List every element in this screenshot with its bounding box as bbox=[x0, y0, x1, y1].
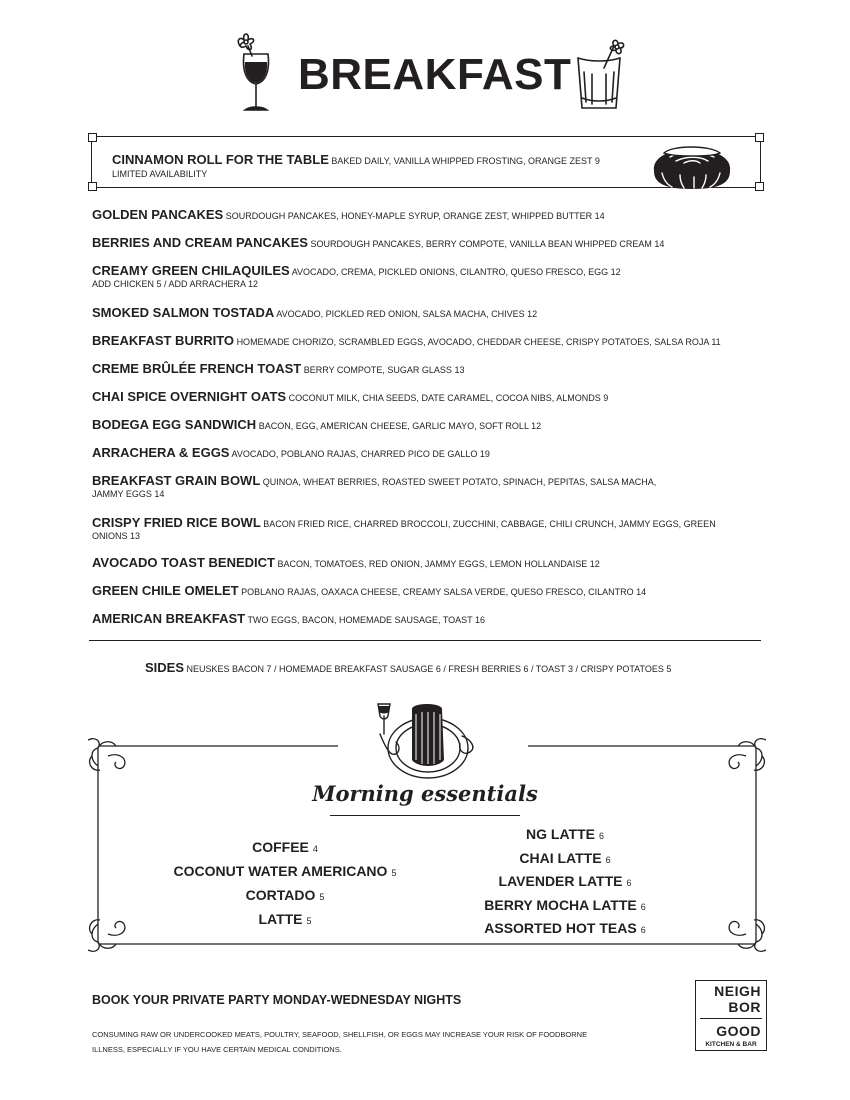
menu-item bbox=[92, 418, 767, 433]
page-title: BREAKFAST bbox=[298, 50, 572, 99]
restaurant-logo bbox=[695, 980, 767, 1051]
drink-item bbox=[440, 826, 690, 842]
drink-price: 6 bbox=[640, 925, 646, 935]
drink-name: COFFEE bbox=[252, 839, 309, 855]
menu-item bbox=[92, 264, 767, 291]
frame-corner bbox=[755, 133, 764, 142]
disclaimer-line: ILLNESS, ESPECIALLY IF YOU HAVE CERTAIN MEDICAL CONDITIONS. bbox=[92, 1045, 342, 1054]
menu-item bbox=[92, 362, 767, 377]
logo-tagline: KITCHEN & BAR bbox=[705, 1041, 757, 1048]
drink-name: LATTE bbox=[258, 911, 303, 927]
menu-item-name: ARRACHERA & EGGS bbox=[92, 445, 230, 460]
drink-item bbox=[440, 873, 690, 889]
drink-price: 5 bbox=[319, 892, 325, 902]
featured-item bbox=[112, 152, 642, 167]
menu-item-note: ADD CHICKEN 5 / ADD ARRACHERA 12 bbox=[92, 279, 259, 289]
featured-item-description: BAKED DAILY, VANILLA WHIPPED FROSTING, ORANGE ZEST 9 bbox=[331, 156, 600, 166]
drink-price: 6 bbox=[598, 831, 604, 841]
menu-item-description: SOURDOUGH PANCAKES, BERRY COMPOTE, VANILLA BEAN WHIPPED CREAM 14 bbox=[310, 239, 665, 249]
menu-item bbox=[92, 306, 767, 321]
drink-item bbox=[440, 897, 690, 913]
wine-glass-with-flower-icon bbox=[226, 26, 286, 118]
section-divider bbox=[89, 640, 761, 641]
frame-corner bbox=[88, 133, 97, 142]
menu-item-description: POBLANO RAJAS, OAXACA CHEESE, CREAMY SALSA VERDE, QUESO FRESCO, CILANTRO 14 bbox=[241, 587, 647, 597]
menu-item bbox=[92, 446, 767, 461]
menu-item-description: BACON, EGG, AMERICAN CHEESE, GARLIC MAYO, SOFT ROLL 12 bbox=[258, 421, 542, 431]
drink-price: 5 bbox=[306, 916, 312, 926]
menu-item-description: BACON FRIED RICE, CHARRED BROCCOLI, ZUCCHINI, CABBAGE, CHILI CRUNCH, JAMMY EGGS, GREEN bbox=[263, 519, 716, 529]
morning-essentials-title: Morning essentials bbox=[312, 781, 538, 806]
menu-item-name: AMERICAN BREAKFAST bbox=[92, 611, 246, 626]
menu-item-description: AVOCADO, PICKLED RED ONION, SALSA MACHA, CHIVES 12 bbox=[276, 309, 538, 319]
drink-item bbox=[150, 839, 420, 855]
drink-price: 4 bbox=[312, 844, 318, 854]
menu-item-description: BACON, TOMATOES, RED ONION, JAMMY EGGS, LEMON HOLLANDAISE 12 bbox=[277, 559, 600, 569]
logo-line-3: GOOD bbox=[716, 1023, 761, 1039]
menu-item-description: AVOCADO, CREMA, PICKLED ONIONS, CILANTRO, QUESO FRESCO, EGG 12 bbox=[291, 267, 621, 277]
menu-item-name: CRISPY FRIED RICE BOWL bbox=[92, 515, 261, 530]
drink-name: CORTADO bbox=[245, 887, 316, 903]
menu-item-name: BREAKFAST BURRITO bbox=[92, 333, 235, 348]
drink-item bbox=[440, 850, 690, 866]
person-eating-pancakes-illustration bbox=[372, 700, 482, 782]
menu-item-name: BREAKFAST GRAIN BOWL bbox=[92, 473, 261, 488]
drink-price: 6 bbox=[640, 902, 646, 912]
menu-item-description: AVOCADO, POBLANO RAJAS, CHARRED PICO DE GALLO 19 bbox=[231, 449, 490, 459]
menu-item-name: CHAI SPICE OVERNIGHT OATS bbox=[92, 389, 287, 404]
menu-item-name: AVOCADO TOAST BENEDICT bbox=[92, 555, 275, 570]
menu-item-description: QUINOA, WHEAT BERRIES, ROASTED SWEET POTATO, SPINACH, PEPITAS, SALSA MACHA, bbox=[262, 477, 657, 487]
private-party-notice: BOOK YOUR PRIVATE PARTY MONDAY-WEDNESDAY NIGHTS bbox=[92, 993, 462, 1007]
sides-line bbox=[145, 660, 785, 675]
featured-item-note: LIMITED AVAILABILITY bbox=[112, 169, 208, 179]
menu-item-description: COCONUT MILK, CHIA SEEDS, DATE CARAMEL, COCOA NIBS, ALMONDS 9 bbox=[288, 393, 609, 403]
menu-item bbox=[92, 390, 767, 405]
drink-price: 6 bbox=[626, 878, 632, 888]
frame-corner bbox=[88, 182, 97, 191]
drink-name: BERRY MOCHA LATTE bbox=[484, 897, 637, 913]
menu-item-note: ONIONS 13 bbox=[92, 531, 141, 541]
drink-item bbox=[150, 911, 420, 927]
menu-item-name: BODEGA EGG SANDWICH bbox=[92, 417, 257, 432]
menu-item-description: TWO EGGS, BACON, HOMEMADE SAUSAGE, TOAST 16 bbox=[247, 615, 486, 625]
drink-name: NG LATTE bbox=[526, 826, 595, 842]
sides-description: NEUSKES BACON 7 / HOMEMADE BREAKFAST SAUSAGE 6 / FRESH BERRIES 6 / TOAST 3 / CRISPY POTATOES 5 bbox=[186, 664, 672, 674]
drink-item bbox=[150, 863, 420, 879]
drink-price: 5 bbox=[391, 868, 397, 878]
menu-item-name: BERRIES AND CREAM PANCAKES bbox=[92, 235, 308, 250]
menu-item bbox=[92, 612, 767, 627]
sides-label: SIDES bbox=[145, 660, 185, 675]
logo-line-2: BOR bbox=[728, 999, 761, 1015]
tumbler-glass-with-flower-icon bbox=[570, 38, 632, 112]
logo-divider bbox=[700, 1018, 762, 1019]
food-safety-disclaimer bbox=[92, 1027, 652, 1057]
drink-name: LAVENDER LATTE bbox=[498, 873, 623, 889]
cinnamon-roll-icon bbox=[650, 143, 735, 193]
menu-item-name: GOLDEN PANCAKES bbox=[92, 207, 224, 222]
menu-item bbox=[92, 236, 767, 251]
menu-item-name: GREEN CHILE OMELET bbox=[92, 583, 239, 598]
logo-line-1: NEIGH bbox=[714, 983, 761, 999]
menu-item-name: SMOKED SALMON TOSTADA bbox=[92, 305, 275, 320]
title-underline bbox=[330, 815, 520, 816]
drink-name: COCONUT WATER AMERICANO bbox=[173, 863, 388, 879]
disclaimer-line: CONSUMING RAW OR UNDERCOOKED MEATS, POULTRY, SEAFOOD, SHELLFISH, OR EGGS MAY INCREASE YOUR RISK OF FOODBORNE bbox=[92, 1030, 588, 1039]
drink-item bbox=[150, 887, 420, 903]
menu-item bbox=[92, 556, 767, 571]
menu-item bbox=[92, 584, 767, 599]
menu-item-name: CREAMY GREEN CHILAQUILES bbox=[92, 263, 290, 278]
drink-name: ASSORTED HOT TEAS bbox=[484, 920, 637, 936]
frame-corner bbox=[755, 182, 764, 191]
menu-item bbox=[92, 208, 767, 223]
menu-item bbox=[92, 334, 767, 349]
menu-item-note: JAMMY EGGS 14 bbox=[92, 489, 165, 499]
featured-item-name: CINNAMON ROLL FOR THE TABLE bbox=[112, 152, 329, 167]
drink-name: CHAI LATTE bbox=[519, 850, 602, 866]
menu-item-description: HOMEMADE CHORIZO, SCRAMBLED EGGS, AVOCADO, CHEDDAR CHEESE, CRISPY POTATOES, SALSA ROJA 11 bbox=[236, 337, 721, 347]
menu-item bbox=[92, 516, 767, 543]
menu-item-description: SOURDOUGH PANCAKES, HONEY-MAPLE SYRUP, ORANGE ZEST, WHIPPED BUTTER 14 bbox=[225, 211, 605, 221]
drink-price: 6 bbox=[605, 855, 611, 865]
drink-item bbox=[440, 920, 690, 936]
menu-item-name: CREME BRÛLÉE FRENCH TOAST bbox=[92, 361, 302, 376]
menu-item bbox=[92, 474, 767, 501]
menu-item-description: BERRY COMPOTE, SUGAR GLASS 13 bbox=[303, 365, 465, 375]
